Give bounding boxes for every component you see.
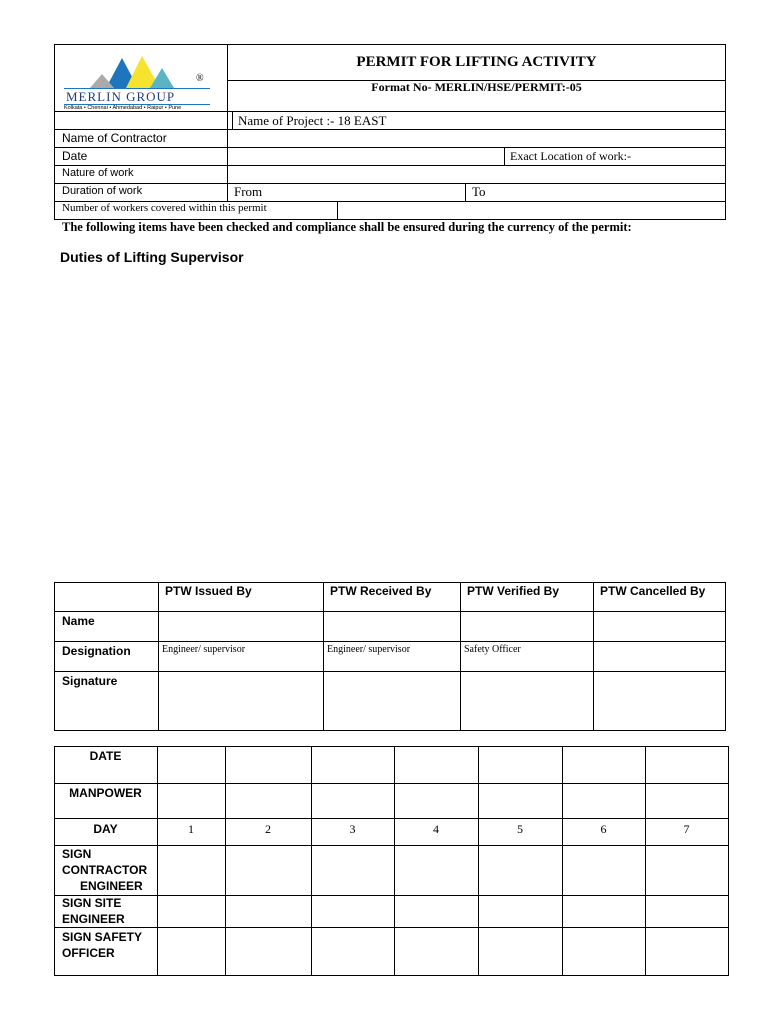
contractor-label: Name of Contractor	[62, 131, 167, 145]
border-line	[593, 582, 594, 731]
border-line	[54, 730, 726, 731]
ptw-row-signature: Signature	[62, 674, 118, 688]
project-name: Name of Project :- 18 EAST	[238, 113, 387, 128]
border-line	[54, 165, 726, 166]
sign-safety-line1: SIGN SAFETY	[62, 930, 143, 944]
border-line	[54, 895, 729, 896]
border-line	[460, 582, 461, 731]
day-number: 3	[349, 822, 356, 836]
sign-safety-line2: OFFICER	[62, 946, 115, 960]
exact-location-label: Exact Location of work:-	[510, 149, 631, 163]
page-title: PERMIT FOR LIFTING ACTIVITY	[356, 54, 597, 70]
border-line	[54, 582, 726, 583]
border-line	[158, 582, 159, 731]
border-line	[54, 746, 729, 747]
border-line	[311, 746, 312, 976]
border-line	[323, 582, 324, 731]
compliance-note: The following items have been checked and compliance shall be ensured during the currency of the permit:	[62, 220, 632, 234]
designation-issued: Engineer/ supervisor	[162, 644, 246, 655]
daily-day-label: DAY	[93, 822, 118, 836]
duration-label: Duration of work	[62, 185, 143, 197]
designation-received: Engineer/ supervisor	[327, 644, 411, 655]
sign-contractor-line3: ENGINEER	[80, 879, 143, 893]
sign-site-line2: ENGINEER	[62, 912, 125, 926]
border-line	[225, 746, 226, 976]
border-line	[54, 641, 726, 642]
border-line	[54, 183, 726, 184]
border-line	[54, 44, 726, 45]
daily-manpower-label: MANPOWER	[69, 786, 142, 800]
border-line	[54, 671, 726, 672]
duties-heading: Duties of Lifting Supervisor	[60, 249, 244, 265]
border-line	[54, 44, 55, 220]
day-number: 7	[683, 822, 690, 836]
ptw-issued-header: PTW Issued By	[165, 584, 252, 598]
border-line	[54, 611, 726, 612]
date-label: Date	[62, 149, 88, 163]
border-line	[54, 582, 55, 731]
day-number: 1	[188, 822, 194, 836]
designation-verified: Safety Officer	[464, 644, 521, 655]
border-line	[728, 746, 729, 976]
company-logo	[62, 50, 222, 110]
from-label: From	[234, 184, 263, 199]
logo-registered-mark: ®	[196, 73, 204, 84]
border-line	[54, 927, 729, 928]
border-line	[725, 44, 726, 220]
border-line	[54, 129, 726, 130]
border-line	[54, 746, 55, 976]
ptw-row-designation: Designation	[62, 644, 131, 658]
border-line	[725, 582, 726, 731]
sign-contractor-line1: SIGN	[62, 847, 92, 861]
border-line	[478, 746, 479, 976]
logo-cities: Kolkata • Chennai • Ahmedabad • Raipur • Pune	[64, 105, 182, 111]
day-number: 6	[600, 822, 607, 836]
logo-brand-name: MERLIN GROUP	[66, 89, 176, 104]
sign-contractor-line2: CONTRACTOR	[62, 863, 148, 877]
border-line	[232, 111, 233, 129]
workers-label: Number of workers covered within this permit	[62, 202, 267, 214]
border-line	[504, 147, 505, 165]
border-line	[562, 746, 563, 976]
day-number: 2	[265, 822, 271, 836]
border-line	[157, 746, 158, 976]
border-line	[54, 818, 729, 819]
sign-site-line1: SIGN SITE	[62, 896, 122, 910]
ptw-cancelled-header: PTW Cancelled By	[600, 584, 706, 598]
format-number: Format No- MERLIN/HSE/PERMIT:-05	[371, 80, 582, 94]
border-line	[54, 147, 726, 148]
ptw-row-name: Name	[62, 614, 95, 628]
day-number: 5	[517, 822, 523, 836]
border-line	[337, 201, 338, 219]
border-line	[645, 746, 646, 976]
border-line	[394, 746, 395, 976]
to-label: To	[472, 184, 486, 199]
ptw-received-header: PTW Received By	[330, 584, 432, 598]
border-line	[54, 783, 729, 784]
nature-of-work-label: Nature of work	[62, 167, 134, 179]
border-line	[54, 975, 729, 976]
daily-date-label: DATE	[89, 749, 122, 763]
day-number: 4	[433, 822, 439, 836]
border-line	[465, 183, 466, 201]
border-line	[54, 845, 729, 846]
ptw-verified-header: PTW Verified By	[467, 584, 560, 598]
